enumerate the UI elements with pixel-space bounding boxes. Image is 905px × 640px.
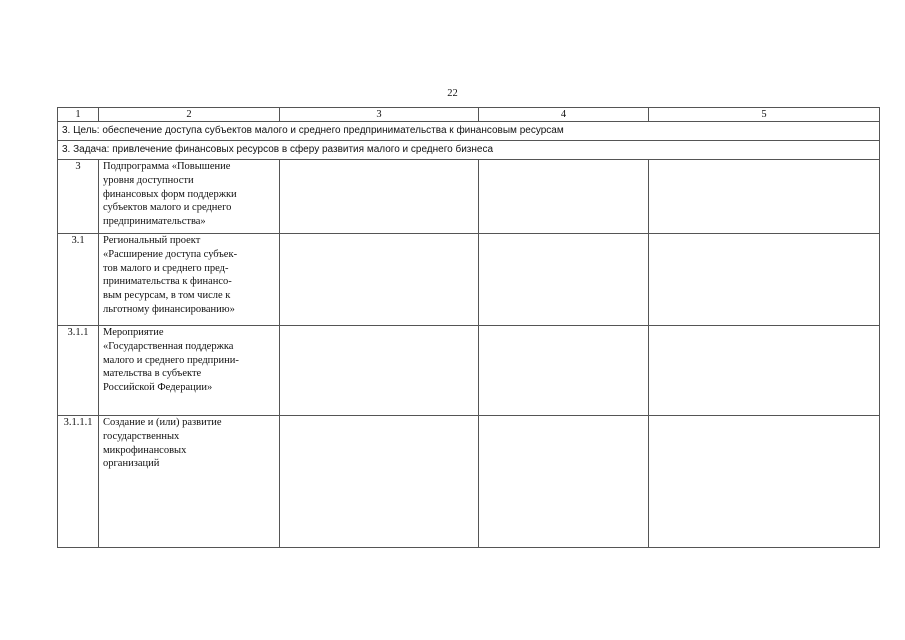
row-cell-col3 [280,160,479,234]
row-cell-col5 [649,326,880,416]
row-name-line: организаций [103,458,160,470]
row-cell-col5 [649,234,880,326]
table-row [58,326,880,416]
row-cell-col3 [280,326,479,416]
program-table [57,107,880,548]
goal-text: 3. Цель: обеспечение доступа субъектов малого и среднего предпринимательства к финансовым ресурсам [58,122,880,141]
row-name-line: льготному финансированию» [103,303,235,315]
row-cell-col4 [479,416,649,548]
row-name-line: государственных [103,430,180,442]
row-name-line: «Расширение доступа субъек- [103,248,238,260]
row-name-line: мательства в субъекте [103,368,202,380]
row-name-line: финансовых форм поддержки [103,188,237,200]
row-cell-col3 [280,234,479,326]
goal-row [58,122,880,141]
column-header-2: 2 [99,108,280,122]
column-header-1: 1 [58,108,99,122]
row-cell-col4 [479,234,649,326]
row-name-line: субъектов малого и среднего [103,202,232,214]
row-name-line: предпринимательства» [103,216,206,228]
row-name-line: вым ресурсам, в том числе к [103,290,231,302]
row-name-line: тов малого и среднего пред- [103,262,229,274]
row-name-line: уровня доступности [103,174,194,186]
row-name [99,416,280,548]
row-number: 3.1 [58,234,99,326]
row-name-line: Региональный проект [103,235,201,246]
table-row [58,416,880,548]
row-name [99,160,280,234]
table-row [58,234,880,326]
task-row [58,141,880,160]
row-cell-col3 [280,416,479,548]
row-cell-col4 [479,160,649,234]
row-number: 3 [58,160,99,234]
row-name [99,326,280,416]
column-header-5: 5 [649,108,880,122]
row-name-line: микрофинансовых [103,444,187,456]
row-name [99,234,280,326]
row-name-line: малого и среднего предприни- [103,354,239,366]
row-name-line: «Государственная поддержка [103,340,234,352]
column-number-row [58,108,880,122]
row-cell-col5 [649,416,880,548]
row-name-line: Мероприятие [103,327,164,338]
page-number: 22 [447,88,458,99]
row-cell-col4 [479,326,649,416]
task-text: 3. Задача: привлечение финансовых ресурсов в сферу развития малого и среднего бизнеса [58,141,880,160]
row-name-line: Создание и (или) развитие [103,417,222,428]
row-number: 3.1.1 [58,326,99,416]
column-header-3: 3 [280,108,479,122]
row-number: 3.1.1.1 [58,416,99,548]
column-header-4: 4 [479,108,649,122]
row-name-line: принимательства к финансо- [103,276,232,288]
table-row [58,160,880,234]
row-cell-col5 [649,160,880,234]
row-name-line: Российской Федерации» [103,382,213,394]
row-name-line: Подпрограмма «Повышение [103,161,231,172]
